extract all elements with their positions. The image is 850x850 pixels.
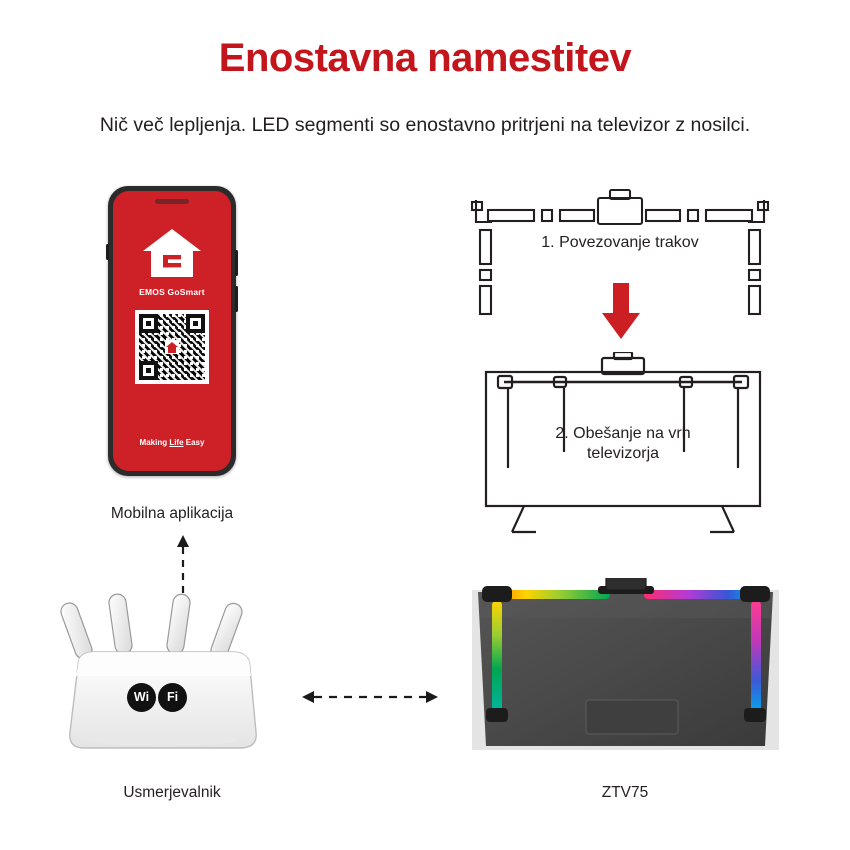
phone-mute-button xyxy=(106,244,109,260)
caption-phone: Mobilna aplikacija xyxy=(110,505,234,522)
phone-volume-up-button xyxy=(235,250,238,276)
tagline-mid: Life xyxy=(169,438,184,447)
page-subtitle: Nič več lepljenja. LED segmenti so enostavno pritrjeni na televizor z nosilci. xyxy=(99,114,751,136)
tagline-pre: Making xyxy=(139,438,170,447)
phone-body xyxy=(108,186,236,476)
caption-router: Usmerjevalnik xyxy=(123,784,221,801)
phone-screen xyxy=(113,191,231,471)
phone-speaker-notch xyxy=(155,199,189,204)
wifi-label-right: Fi xyxy=(158,683,187,712)
red-down-arrow-icon xyxy=(600,283,642,341)
phone-volume-down-button xyxy=(235,286,238,312)
qr-code[interactable] xyxy=(135,310,209,384)
wifi-label-left: Wi xyxy=(127,683,156,712)
step2-label xyxy=(478,424,768,464)
page-title: Enostavna namestitev xyxy=(218,36,632,80)
wifi-badge xyxy=(124,682,190,712)
dashed-arrow-router-tv xyxy=(300,686,440,708)
caption-tv: ZTV75 xyxy=(601,784,649,801)
tv-back-illustration xyxy=(468,578,783,764)
app-tagline xyxy=(113,438,231,447)
app-name-label: EMOS GoSmart xyxy=(139,287,205,297)
tagline-post: Easy xyxy=(183,438,205,447)
step2-label-line1: 2. Obešanje na vrh xyxy=(555,425,691,442)
qr-center-logo-icon xyxy=(165,340,179,354)
step2-label-line2: televizorja xyxy=(586,445,660,462)
emos-house-logo-icon xyxy=(141,227,203,279)
step1-label: 1. Povezovanje trakov xyxy=(541,234,699,251)
router-illustration xyxy=(60,580,290,765)
phone-illustration xyxy=(108,186,236,476)
